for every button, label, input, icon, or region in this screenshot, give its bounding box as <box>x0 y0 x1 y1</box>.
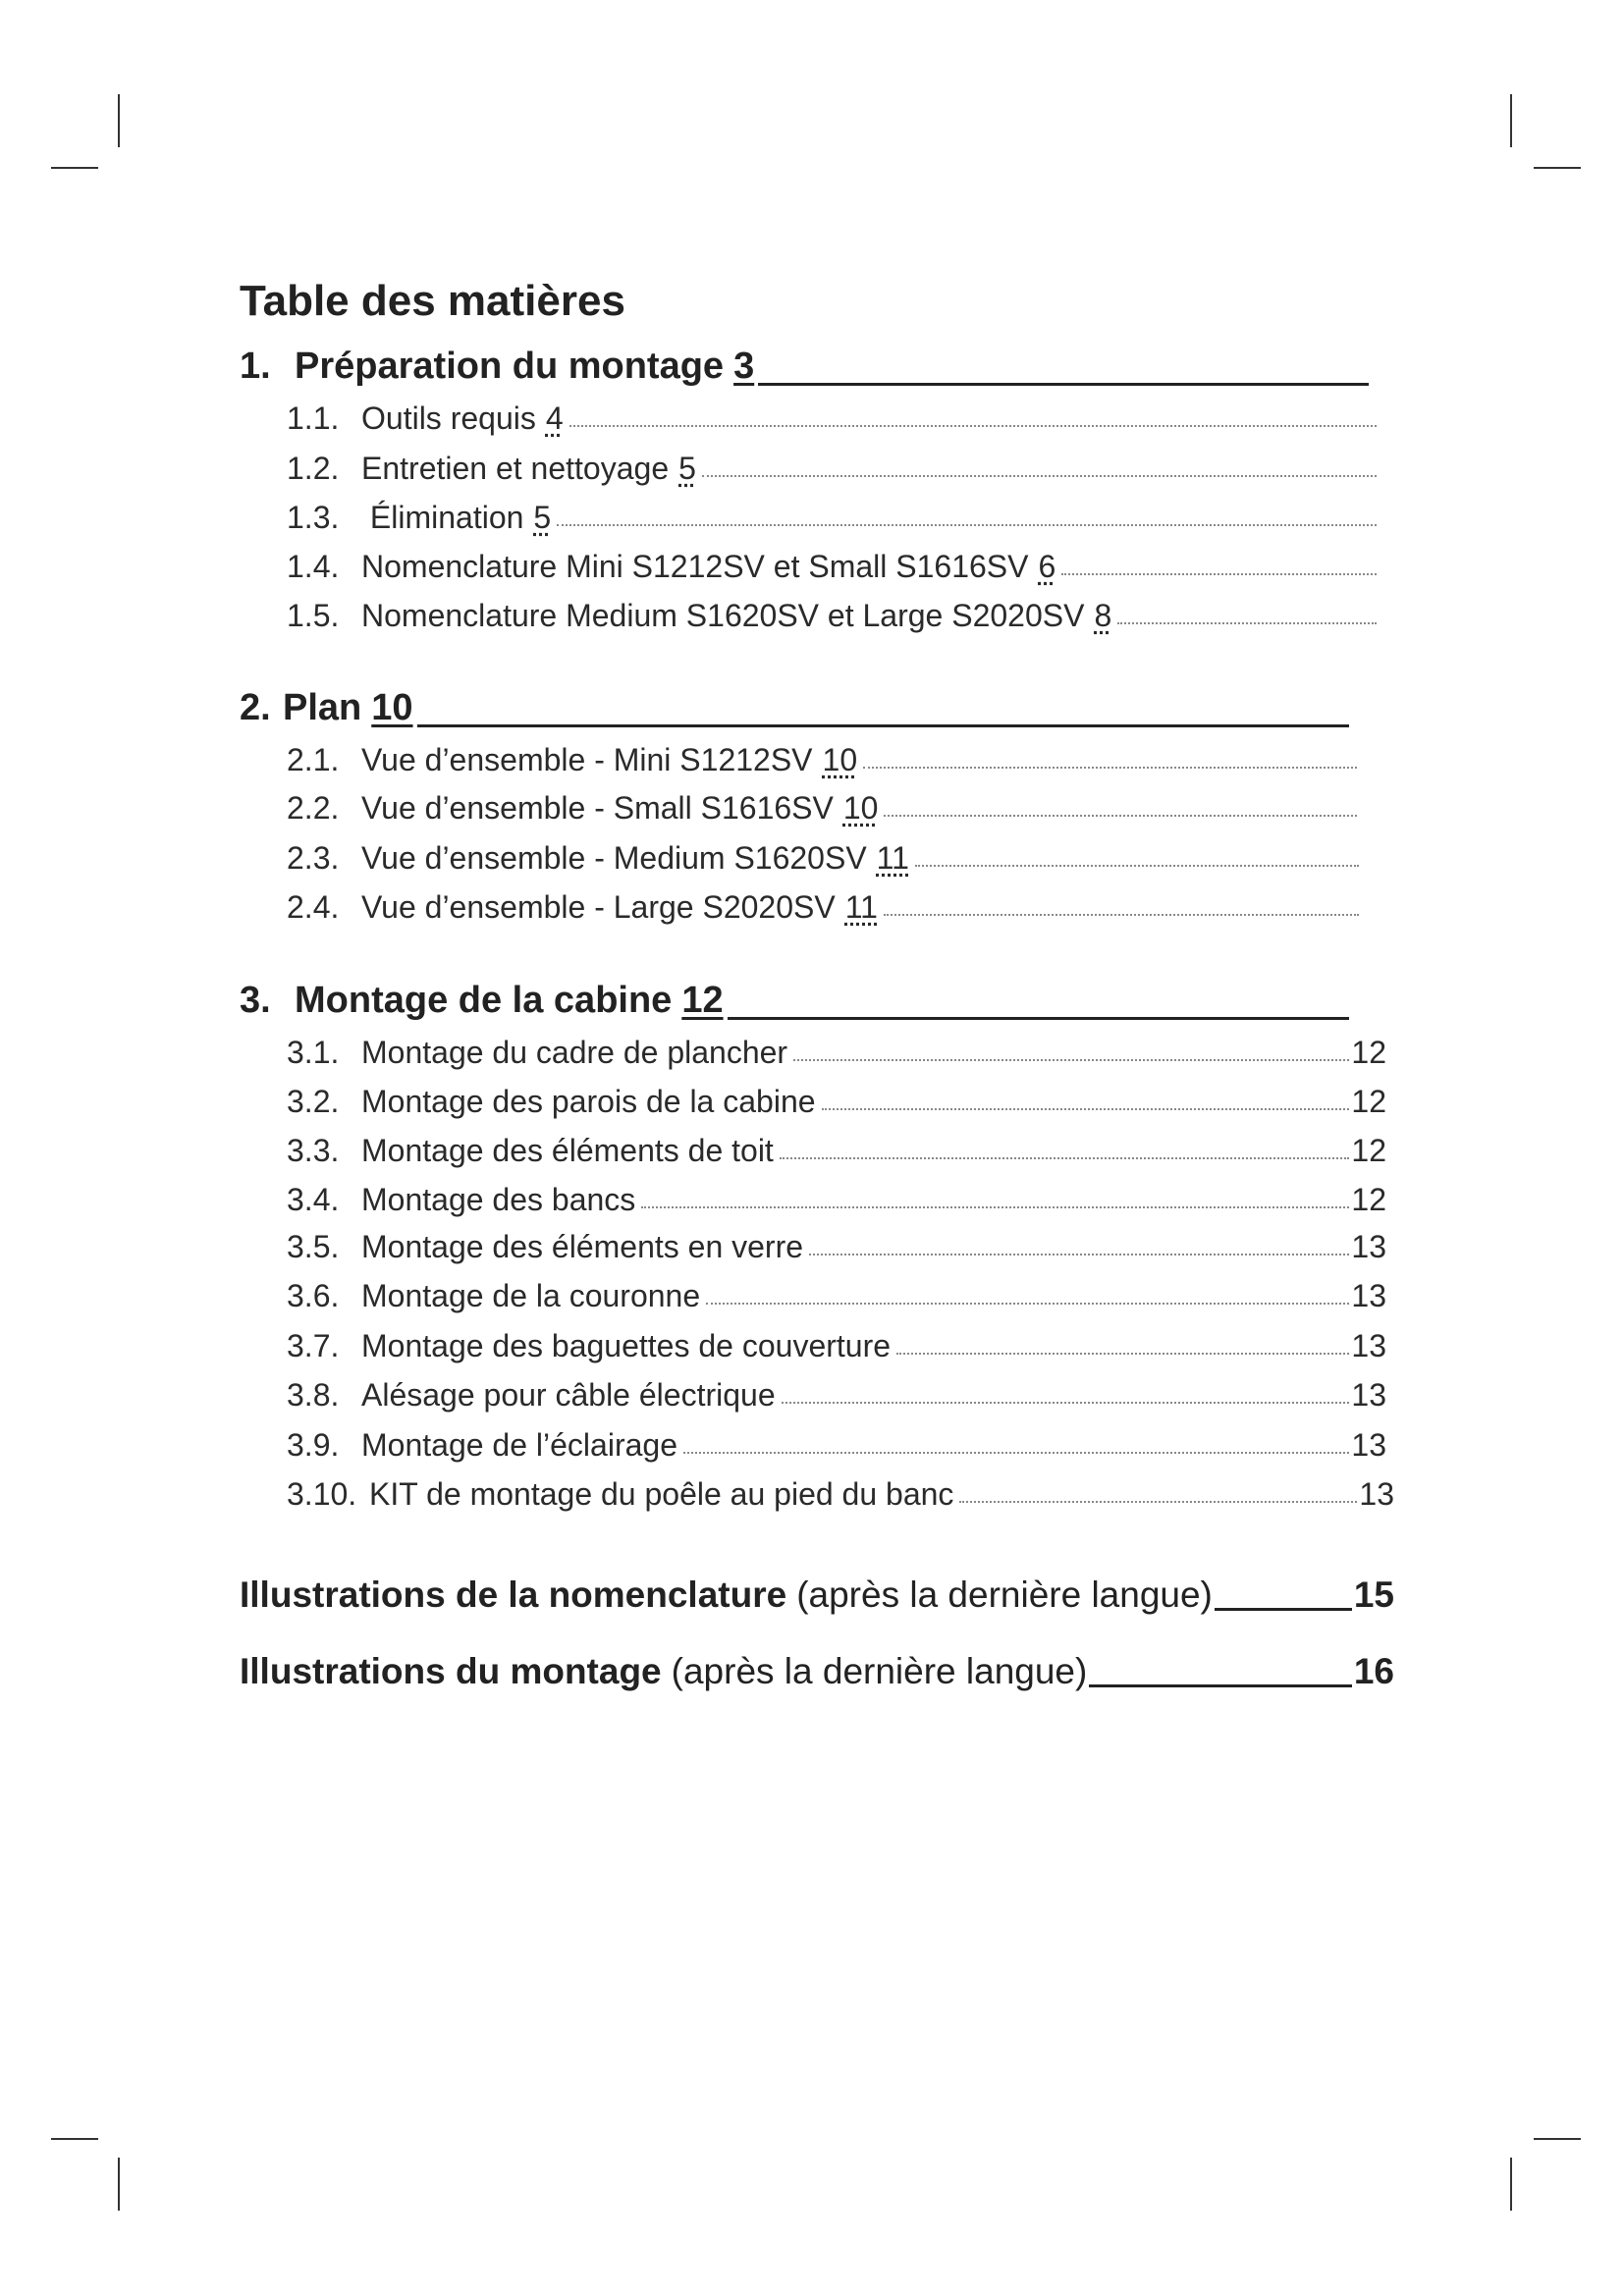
item-page: 13 <box>1351 1427 1386 1463</box>
toc-item[interactable] <box>287 1084 1386 1120</box>
item-page: 12 <box>1351 1182 1386 1217</box>
item-number: 3.8. <box>287 1377 340 1413</box>
item-number: 3.10. <box>287 1476 357 1512</box>
section-page: 10 <box>371 687 413 728</box>
illustrations-label: Illustrations du montage <box>240 1651 662 1691</box>
item-label: Montage des éléments en verre <box>361 1229 804 1264</box>
toc-item[interactable] <box>287 790 1357 827</box>
item-label: Montage des bancs <box>361 1182 636 1217</box>
dot-leader <box>915 865 1359 867</box>
item-number: 3.3. <box>287 1133 340 1168</box>
toc-item[interactable] <box>287 451 1377 487</box>
item-label: Vue d’ensemble - Large S2020SV <box>361 889 836 925</box>
toc-item[interactable] <box>287 1328 1386 1364</box>
toc-section-2[interactable] <box>240 687 1349 729</box>
item-page: 13 <box>1351 1229 1386 1264</box>
section-number: 1. <box>240 346 271 387</box>
toc-item[interactable] <box>287 1377 1386 1414</box>
toc-item[interactable] <box>287 840 1359 877</box>
toc-item[interactable] <box>287 598 1377 634</box>
item-label: Montage des baguettes de couverture <box>361 1328 892 1363</box>
item-page: 4 <box>545 400 564 436</box>
toc-item[interactable] <box>287 1476 1394 1513</box>
illustrations-note: (après la dernière langue) <box>671 1651 1088 1691</box>
page-title: Table des matières <box>240 277 625 325</box>
dot-leader <box>809 1254 1349 1255</box>
crop-mark-bottom-left-v <box>118 2158 120 2211</box>
toc-item[interactable] <box>287 549 1377 585</box>
item-number: 2.3. <box>287 840 340 876</box>
item-page: 13 <box>1351 1278 1386 1313</box>
toc-item[interactable] <box>287 400 1377 437</box>
item-label: Alésage pour câble électrique <box>361 1377 776 1413</box>
item-page: 13 <box>1351 1377 1386 1413</box>
dot-leader <box>863 767 1357 769</box>
item-page: 11 <box>876 840 909 876</box>
dot-leader <box>557 524 1377 526</box>
item-number: 1.4. <box>287 549 340 584</box>
section-page: 3 <box>733 346 755 387</box>
item-page: 13 <box>1359 1476 1394 1512</box>
section-label: Montage de la cabine <box>295 980 673 1021</box>
dot-leader <box>884 914 1359 916</box>
toc-item[interactable] <box>287 742 1357 778</box>
leader-line <box>1215 1608 1352 1611</box>
item-number: 3.4. <box>287 1182 340 1217</box>
item-label: Montage des éléments de toit <box>361 1133 774 1168</box>
section-label: Plan <box>283 687 362 728</box>
item-label: Outils requis <box>361 400 536 436</box>
item-number: 3.9. <box>287 1427 340 1463</box>
toc-section-1[interactable] <box>240 346 1369 388</box>
crop-mark-bottom-left-h <box>51 2138 98 2140</box>
toc-item[interactable] <box>287 1133 1386 1169</box>
crop-mark-top-left-v <box>118 94 120 147</box>
item-number: 2.4. <box>287 889 340 925</box>
crop-mark-bottom-right-v <box>1510 2158 1512 2211</box>
dot-leader <box>1117 622 1377 624</box>
item-number: 1.3. <box>287 500 340 535</box>
item-page: 11 <box>844 889 878 925</box>
crop-mark-top-right-h <box>1534 167 1581 169</box>
item-label: Montage des parois de la cabine <box>361 1084 816 1119</box>
section-page: 12 <box>681 980 724 1021</box>
dot-leader <box>793 1059 1349 1061</box>
dot-leader <box>884 815 1357 817</box>
toc-illustrations-montage[interactable] <box>240 1651 1394 1692</box>
illustrations-note: (après la dernière langue) <box>796 1575 1213 1615</box>
leader-line <box>1089 1684 1352 1687</box>
toc-item[interactable] <box>287 1229 1386 1265</box>
item-label: Montage de la couronne <box>361 1278 701 1313</box>
item-page: 6 <box>1038 549 1056 584</box>
item-page: 8 <box>1094 598 1112 633</box>
section-number: 2. <box>240 687 271 728</box>
dot-leader <box>641 1206 1349 1208</box>
item-page: 13 <box>1351 1328 1386 1363</box>
item-number: 3.1. <box>287 1035 340 1070</box>
dot-leader <box>780 1157 1350 1159</box>
item-label: Montage du cadre de plancher <box>361 1035 788 1070</box>
item-number: 1.2. <box>287 451 340 486</box>
toc-item[interactable] <box>287 1427 1386 1464</box>
item-label: Entretien et nettoyage <box>361 451 670 486</box>
item-number: 1.1. <box>287 400 340 436</box>
illustrations-page: 16 <box>1353 1651 1394 1691</box>
toc-item[interactable] <box>287 1035 1386 1071</box>
item-label: Nomenclature Mini S1212SV et Small S1616SV <box>361 549 1029 584</box>
toc-item[interactable] <box>287 889 1359 926</box>
dot-leader <box>896 1353 1349 1355</box>
illustrations-label: Illustrations de la nomenclature <box>240 1575 787 1615</box>
item-number: 3.6. <box>287 1278 340 1313</box>
leader-line <box>758 383 1369 386</box>
leader-line <box>728 1017 1349 1020</box>
item-number: 2.1. <box>287 742 340 777</box>
dot-leader <box>706 1303 1349 1305</box>
item-page: 12 <box>1351 1084 1386 1119</box>
dot-leader <box>959 1501 1357 1503</box>
toc-item[interactable] <box>287 1278 1386 1314</box>
item-label: Vue d’ensemble - Mini S1212SV <box>361 742 813 777</box>
item-page: 12 <box>1351 1035 1386 1070</box>
item-page: 5 <box>533 500 552 535</box>
item-number: 2.2. <box>287 790 340 826</box>
crop-mark-bottom-right-h <box>1534 2138 1581 2140</box>
toc-item[interactable] <box>287 1182 1386 1218</box>
toc-illustrations-nomenclature[interactable] <box>240 1575 1394 1616</box>
leader-line <box>417 724 1349 727</box>
section-number: 3. <box>240 980 271 1021</box>
dot-leader <box>683 1452 1349 1454</box>
toc-item[interactable] <box>287 500 1377 536</box>
item-page: 5 <box>678 451 696 486</box>
item-number: 3.7. <box>287 1328 340 1363</box>
item-number: 1.5. <box>287 598 340 633</box>
item-page: 10 <box>842 790 879 826</box>
crop-mark-top-left-h <box>51 167 98 169</box>
dot-leader <box>782 1402 1350 1404</box>
illustrations-page: 15 <box>1353 1575 1394 1615</box>
item-label: Vue d’ensemble - Small S1616SV <box>361 790 834 826</box>
dot-leader <box>822 1108 1350 1110</box>
item-number: 3.2. <box>287 1084 340 1119</box>
crop-mark-top-right-v <box>1510 94 1512 147</box>
dot-leader <box>569 425 1377 427</box>
dot-leader <box>702 475 1377 477</box>
item-label: Élimination <box>361 500 524 535</box>
item-label: Nomenclature Medium S1620SV et Large S2020SV <box>361 598 1085 633</box>
item-page: 12 <box>1351 1133 1386 1168</box>
section-label: Préparation du montage <box>295 346 725 387</box>
item-label: Montage de l’éclairage <box>361 1427 677 1463</box>
item-page: 10 <box>822 742 858 777</box>
item-label: Vue d’ensemble - Medium S1620SV <box>361 840 867 876</box>
toc-section-3[interactable] <box>240 980 1349 1022</box>
dot-leader <box>1061 573 1377 575</box>
item-number: 3.5. <box>287 1229 340 1264</box>
item-label: KIT de montage du poêle au pied du banc <box>369 1476 954 1512</box>
